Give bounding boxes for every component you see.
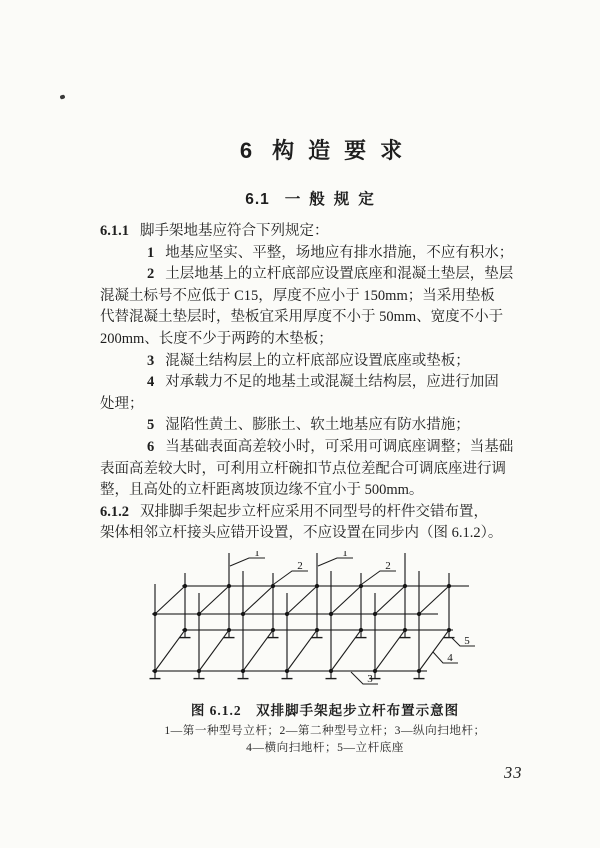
section-title: 一般规定 [284,191,383,208]
svg-text:4: 4 [447,652,453,664]
scaffold-diagram [146,551,486,703]
body-line-text: 表面高差较大时，可利用立杆碗扣节点位差配合可调底座进行调 [100,460,506,477]
body-line-text: 代替混凝土垫层时，垫板宜采用厚度不小于 50mm、宽度不小于 [100,309,504,326]
scan-speck-mark [59,94,65,99]
body-line-text: 对承载力不足的地基土或混凝土结构层，应进行加固 [165,374,499,391]
body-line [100,415,510,437]
section-number: 6.1 [245,191,270,208]
svg-text:2: 2 [385,560,391,572]
body-line [100,372,510,394]
body-line [100,351,510,373]
chapter-number: 6 [239,138,253,163]
body-line-text: 湿陷性黄土、膨胀土、软土地基应有防水措施； [165,417,470,434]
body-line [100,459,510,481]
body-line [100,221,510,243]
body-line [100,480,510,502]
body-line-text: 脚手架地基应符合下列规定： [140,223,329,239]
svg-text:2: 2 [297,560,303,572]
item-number: 1 [147,244,155,261]
body-line [100,243,514,265]
body-line [100,264,514,286]
item-number: 4 [147,374,155,391]
body-line [100,502,510,524]
chapter-heading [100,134,528,165]
body-line [100,394,510,416]
body-line-text: 双排脚手架起步立杆应采用不同型号的杆件交错布置， [140,503,488,520]
item-number: 5 [147,417,155,434]
figure-caption: 图 6.1.2 双排脚手架起步立杆布置示意图 [190,703,460,718]
svg-text:5: 5 [464,635,470,647]
section-heading [100,187,514,209]
body-line-text: 地基应坚实、平整，场地应有排水措施，不应有积水； [165,244,514,261]
body-line-text: 混凝土标号不应低于 C15，厚度不应小于 150mm；当采用垫板 [100,287,495,304]
body-line-text: 当基础表面高差较小时，可采用可调底座调整；当基础 [165,438,514,455]
svg-text:1: 1 [254,551,260,559]
page-number: 33 [504,763,523,782]
body-line-text: 架体相邻立杆接头应错开设置，不应设置在同步内（图 6.1.2）。 [100,525,503,542]
body-line [100,329,510,351]
body-line-text: 处理； [100,395,144,412]
clause-number: 6.1.1 [100,223,129,239]
body-line [100,523,510,545]
body-line [100,286,510,308]
body-line-text: 200mm、长度不少于两跨的木垫板； [100,330,333,347]
body-line [100,437,514,459]
body-line-text: 土层地基上的立杆底部应设置底座和混凝土垫层，垫层 [165,266,514,283]
body-line-text: 混凝土结构层上的立杆底部应设置底座或垫板； [165,352,470,369]
svg-text:1: 1 [342,551,348,559]
body-line [100,307,510,329]
item-number: 3 [147,352,155,369]
item-number: 2 [147,266,155,283]
svg-text:3: 3 [367,673,373,685]
body-line-text: 整，且高处的立杆距离坡顶边缘不宜小于 500mm。 [100,482,424,499]
chapter-title: 构造要求 [272,138,417,163]
figure-note-line-1: 1—第一种型号立杆；2—第二种型号立杆；3—纵向扫地杆； [164,724,486,737]
figure-note-line-2: 4—横向扫地杆；5—立杆底座 [246,741,404,754]
item-number: 6 [147,438,155,455]
body-text [100,221,514,545]
clause-number: 6.1.2 [100,503,129,520]
